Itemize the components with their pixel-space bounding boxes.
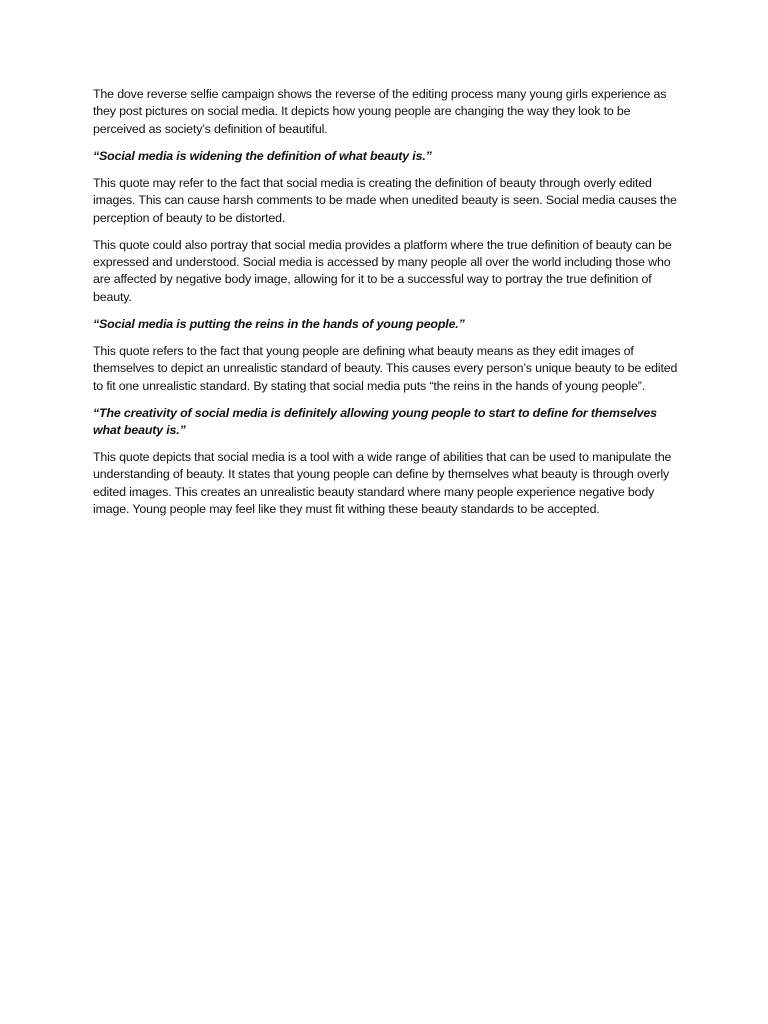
body-paragraph: This quote could also portray that social media provides a platform where the true definition of beauty can be expressed and understood. Social media is accessed by many people all over the world including those who are affected by negative body image, allowing for it to be a successful way to portray the true definition of beauty.	[93, 237, 672, 304]
body-paragraph: This quote refers to the fact that young people are defining what beauty means as they edit images of themselves to depict an unrealistic standard of beauty. This causes every person’s unique beauty to be edited to fit one unrealistic standard. By stating that social media puts “the reins in the hands of young people”.	[93, 343, 678, 393]
quote-heading: “The creativity of social media is definitely allowing young people to start to define for themselves what beauty is.”	[93, 405, 657, 438]
quote-heading: “Social media is widening the definition of what beauty is.”	[93, 148, 432, 163]
body-paragraph: This quote depicts that social media is a tool with a wide range of abilities that can be used to manipulate the understanding of beauty. It states that young people can define by themselves what beauty is through overly edited images. This creates an unrealistic beauty standard where many people experience negative body image. Young people may feel like they must fit withing these beauty standards to be accepted.	[93, 450, 672, 517]
document-page	[93, 86, 681, 528]
body-paragraph: This quote may refer to the fact that social media is creating the definition of beauty through overly edited images. This can cause harsh comments to be made when unedited beauty is seen. Social media causes the perception of beauty to be distorted.	[93, 175, 677, 225]
quote-heading: “Social media is putting the reins in the hands of young people.”	[93, 316, 465, 331]
body-paragraph: The dove reverse selfie campaign shows the reverse of the editing process many young girls experience as they post pictures on social media. It depicts how young people are changing the way they look to be perceived as society’s definition of beautiful.	[93, 87, 667, 136]
